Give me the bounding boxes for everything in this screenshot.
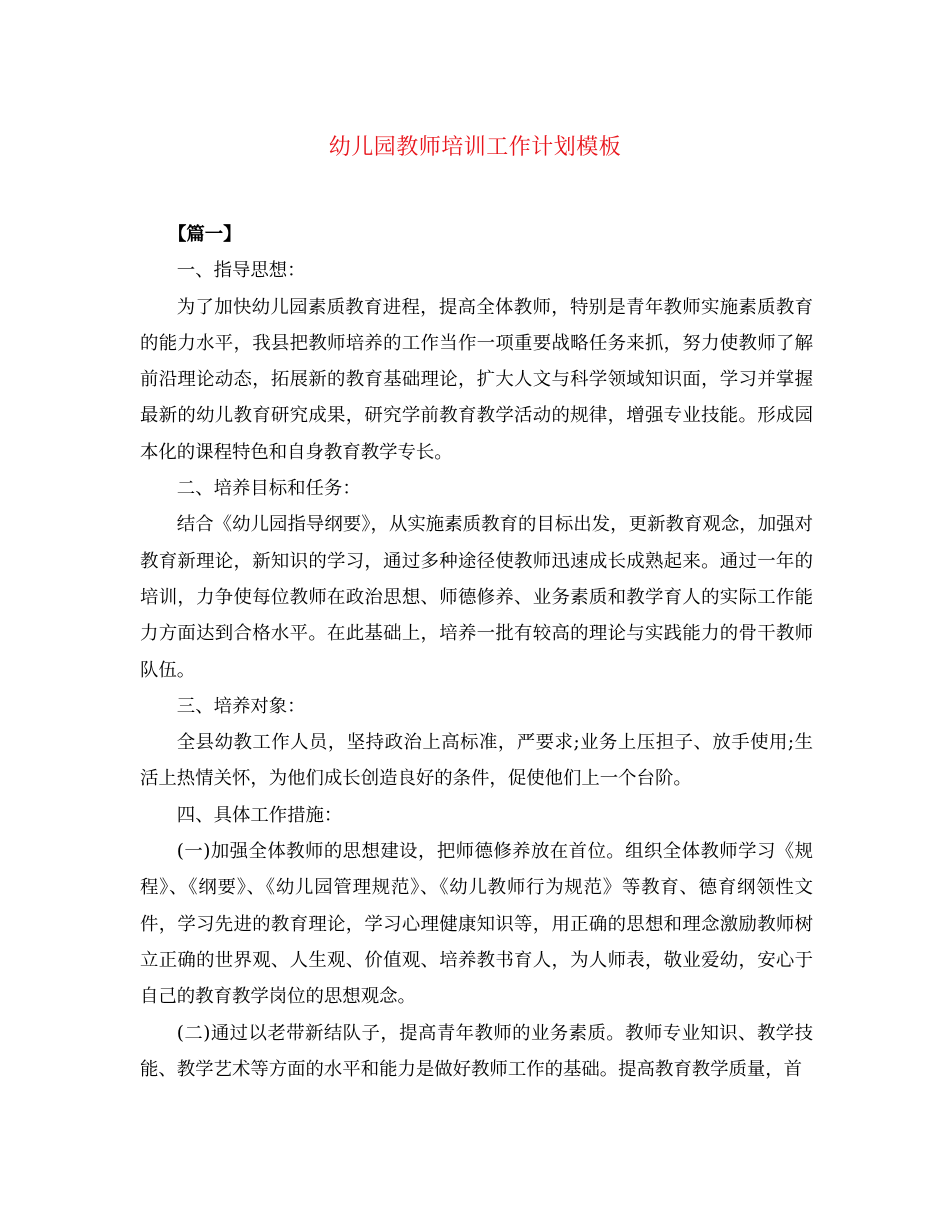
heading-specific-measures: 四、具体工作措施： xyxy=(176,804,343,826)
paragraph-measure-two: (二)通过以老带新结队子，提高青年教师的业务素质。教师专业知识、教学技能、教学艺术等方面的水平和能力是做好教师工作的基础。提高教育教学质量，首 xyxy=(140,1022,813,1080)
paragraph-measure-one: (一)加强全体教师的思想建设，把师德修养放在首位。组织全体教师学习《规程》、《纲要》、《幼儿园管理规范》、《幼儿教师行为规范》等教育、德育纲领性文件，学习先进的教育理论，学习心理健康知识等，用正确的思想和理念激励教师树立正确的世界观、人生观、价值观、培养教书育人，为人师表，敬业爱幼，安心于自己的教育教学岗位的思想观念。 xyxy=(140,841,813,1008)
paragraph-goals-and-tasks: 结合《幼儿园指导纲要》，从实施素质教育的目标出发，更新教育观念，加强对教育新理论，新知识的学习，通过多种途径使教师迅速成长成熟起来。通过一年的培训，力争使每位教师在政治思想、师德修养、业务素质和教学育人的实际工作能力方面达到合格水平。在此基础上，培养一批有较高的理论与实践能力的骨干教师队伍。 xyxy=(140,514,813,681)
paragraph-guiding-ideology: 为了加快幼儿园素质教育进程，提高全体教师，特别是青年教师实施素质教育的能力水平，我县把教师培养的工作当作一项重要战略任务来抓，努力使教师了解前沿理论动态，拓展新的教育基础理论，扩大人文与科学领域知识面，学习并掌握最新的幼儿教育研究成果，研究学前教育教学活动的规律，增强专业技能。形成园本化的课程特色和自身教育教学专长。 xyxy=(140,296,813,463)
section-label: 【篇一】 xyxy=(168,224,242,245)
document-title: 幼儿园教师培训工作计划模板 xyxy=(328,135,622,160)
paragraph-training-targets: 全县幼教工作人员，坚持政治上高标准，严要求;业务上压担子、放手使用;生活上热情关怀，为他们成长创造良好的条件，促使他们上一个台阶。 xyxy=(140,732,813,790)
heading-guiding-ideology: 一、指导思想： xyxy=(176,260,306,282)
document-body xyxy=(140,217,813,1088)
heading-training-targets: 三、培养对象： xyxy=(176,695,306,717)
heading-goals-and-tasks: 二、培养目标和任务： xyxy=(176,478,361,500)
